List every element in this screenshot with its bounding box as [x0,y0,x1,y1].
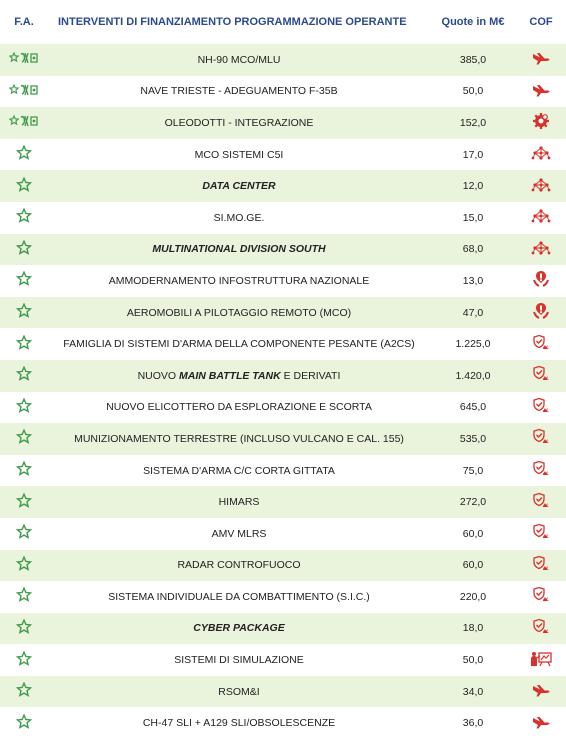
quota-value: 50,0 [462,654,484,667]
cof-cell [516,112,566,133]
table-row [0,360,566,392]
network-icon [531,209,551,223]
fa-cell [0,113,48,132]
cof-cell [516,618,566,639]
table-row [0,44,566,76]
intervento-text-pre: CH-47 SLI + A129 SLI/OBSOLESCENZE [142,717,336,730]
shield-icon [532,397,550,415]
intervento-text-pre: SI.MO.GE. [213,211,265,224]
intervento-label [48,686,430,698]
army-star-icon [16,619,32,635]
intervento-text-it: CYBER PACKAGE [193,622,285,635]
table-row [0,234,566,266]
cof-cell [516,83,566,100]
quota-value: 60,0 [462,527,484,540]
intervento-text-post: E DERIVATI [280,369,341,382]
header-interventi: INTERVENTI DI FINANZIAMENTO PROGRAMMAZIONE OPERANTE [58,16,407,28]
shield-icon [532,555,550,573]
shield-icon [532,586,550,604]
cof-cell [516,270,566,291]
cof-cell [516,523,566,544]
table-row [0,170,566,202]
cof-cell [516,241,566,258]
intervento-text-it: MAIN BATTLE TANK [179,369,281,382]
intervento-label [48,591,430,603]
quota-value: 385,0 [459,53,487,66]
intervento-label [48,275,430,287]
intervento-text-it: DATA CENTER [202,180,276,193]
fa-cell [0,398,48,417]
shield-icon [532,428,550,446]
intervento-label [48,496,430,508]
intervento-label [48,149,430,161]
quota-value: 13,0 [462,274,484,287]
intervento-label [48,717,430,729]
army-star-icon [16,398,32,414]
cof-cell [516,397,566,418]
quota-value: 17,0 [462,148,484,161]
quota-value: 34,0 [462,685,484,698]
cof-cell [516,209,566,226]
army-star-icon [16,524,32,540]
cof-cell [516,586,566,607]
intervento-label [48,465,430,477]
table-row [0,644,566,676]
fa-cell [0,335,48,354]
intervento-text-pre: SISTEMA INDIVIDUALE DA COMBATTIMENTO (S.I.C.) [108,590,370,603]
cof-cell [516,302,566,323]
table-row [0,455,566,487]
fa-cell [0,50,48,69]
quota-value: 645,0 [459,401,487,414]
cof-cell [516,651,566,670]
fa-cell [0,461,48,480]
quota-value: 272,0 [459,496,487,509]
fa-cell [0,651,48,670]
shield-icon [532,460,550,478]
hands-icon [533,302,549,320]
army-star-icon [16,177,32,193]
fa-cell [0,714,48,733]
fa-cell [0,208,48,227]
fa-cell [0,619,48,638]
table-row [0,202,566,234]
shield-icon [532,618,550,636]
network-icon [531,146,551,160]
army-star-icon [16,493,32,509]
army-star-icon [16,429,32,445]
cof-cell [516,683,566,700]
quota-value: 47,0 [462,306,484,319]
fa-cell [0,303,48,322]
shield-icon [532,492,550,510]
army-star-icon [16,587,32,603]
cof-cell [516,492,566,513]
intervento-text-pre: NUOVO [137,369,179,382]
army-star-icon [16,240,32,256]
fa-cell [0,587,48,606]
army-star-icon [16,335,32,351]
army-star-icon [16,682,32,698]
quota-value: 1.420,0 [455,369,491,382]
intervento-text-pre: NH-90 MCO/MLU [197,53,281,66]
header-quote: Quote in M€ [441,16,505,28]
intervento-label [48,528,430,540]
header-fa: F.A. [14,16,34,28]
quota-value: 68,0 [462,243,484,256]
intervento-label [48,85,430,97]
header-cof: COF [529,16,553,28]
fa-cell [0,493,48,512]
cof-cell [516,178,566,195]
table-row [0,265,566,297]
cof-cell [516,334,566,355]
quota-value: 18,0 [462,622,484,635]
intervento-label [48,307,430,319]
quota-value: 50,0 [462,85,484,98]
intervento-label [48,622,430,634]
intervento-text-pre: FAMIGLIA DI SISTEMI D'ARMA DELLA COMPONENTE PESANTE (A2CS) [63,338,415,351]
plane-icon [532,83,550,97]
intervento-text-pre: SISTEMI DI SIMULAZIONE [174,654,304,667]
intervento-label [48,370,430,382]
gear-icon [532,112,550,130]
cof-cell [516,555,566,576]
intervento-text-it: MULTINATIONAL DIVISION SOUTH [152,243,326,256]
intervento-label [48,243,430,255]
intervento-text-pre: MUNIZIONAMENTO TERRESTRE (INCLUSO VULCANO E CAL. 155) [74,432,404,445]
army-star-icon [16,461,32,477]
quota-value: 75,0 [462,464,484,477]
intervento-label [48,180,430,192]
training-icon [530,651,552,667]
table-row [0,518,566,550]
fa-cell [0,682,48,701]
table-row [0,707,566,739]
quota-value: 12,0 [462,180,484,193]
quota-value: 36,0 [462,717,484,730]
table-row [0,550,566,582]
army-star-icon [16,556,32,572]
fa-cell [0,240,48,259]
intervento-text-pre: HIMARS [218,496,260,509]
fa-cell [0,177,48,196]
table-row [0,139,566,171]
intervento-label [48,654,430,666]
shield-icon [532,334,550,352]
cof-cell [516,428,566,449]
table-header [0,0,566,44]
army-star-icon [16,271,32,287]
shield-icon [532,365,550,383]
network-icon [531,241,551,255]
intervento-text-pre: MCO SISTEMI C5I [194,148,284,161]
cof-cell [516,715,566,732]
fa-cell [0,429,48,448]
shield-icon [532,523,550,541]
intervento-label [48,559,430,571]
intervento-label [48,433,430,445]
army-star-icon [16,651,32,667]
intervento-text-pre: RSOM&I [218,685,260,698]
quota-value: 1.225,0 [455,338,491,351]
plane-icon [532,715,550,729]
hands-icon [533,270,549,288]
plane-icon [532,683,550,697]
army-star-icon [16,366,32,382]
intervento-label [48,338,430,350]
interforce-icon [9,50,39,66]
intervento-text-pre: SISTEMA D'ARMA C/C CORTA GITTATA [143,464,335,477]
fa-cell [0,524,48,543]
fa-cell [0,82,48,101]
army-star-icon [16,208,32,224]
quota-value: 535,0 [459,432,487,445]
intervento-text-pre: AMMODERNAMENTO INFOSTRUTTURA NAZIONALE [108,274,370,287]
plane-icon [532,51,550,65]
table-row [0,392,566,424]
table-row [0,676,566,708]
quota-value: 60,0 [462,559,484,572]
table-row [0,423,566,455]
table-row [0,581,566,613]
cof-cell [516,460,566,481]
fa-cell [0,145,48,164]
fa-cell [0,366,48,385]
intervento-text-pre: AEROMOBILI A PILOTAGGIO REMOTO (MCO) [126,306,352,319]
network-icon [531,178,551,192]
army-star-icon [16,303,32,319]
army-star-icon [16,145,32,161]
intervento-text-pre: NAVE TRIESTE - ADEGUAMENTO F-35B [140,85,338,98]
table-row [0,328,566,360]
table-body [0,44,566,739]
cof-cell [516,51,566,68]
fa-cell [0,556,48,575]
intervento-label [48,54,430,66]
interforce-icon [9,113,39,129]
table-row [0,76,566,108]
army-star-icon [16,714,32,730]
intervento-text-pre: AMV MLRS [211,527,267,540]
cof-cell [516,146,566,163]
quota-value: 15,0 [462,211,484,224]
intervento-label [48,117,430,129]
intervento-label [48,401,430,413]
intervento-text-pre: OLEODOTTI - INTEGRAZIONE [164,116,314,129]
table-row [0,297,566,329]
intervento-label [48,212,430,224]
fa-cell [0,271,48,290]
cof-cell [516,365,566,386]
quota-value: 152,0 [459,116,487,129]
table-row [0,107,566,139]
interforce-icon [9,82,39,98]
intervento-text-pre: RADAR CONTROFUOCO [177,559,301,572]
table-row [0,613,566,645]
quota-value: 220,0 [459,590,487,603]
intervento-text-pre: NUOVO ELICOTTERO DA ESPLORAZIONE E SCORTA [106,401,372,414]
table-row [0,486,566,518]
